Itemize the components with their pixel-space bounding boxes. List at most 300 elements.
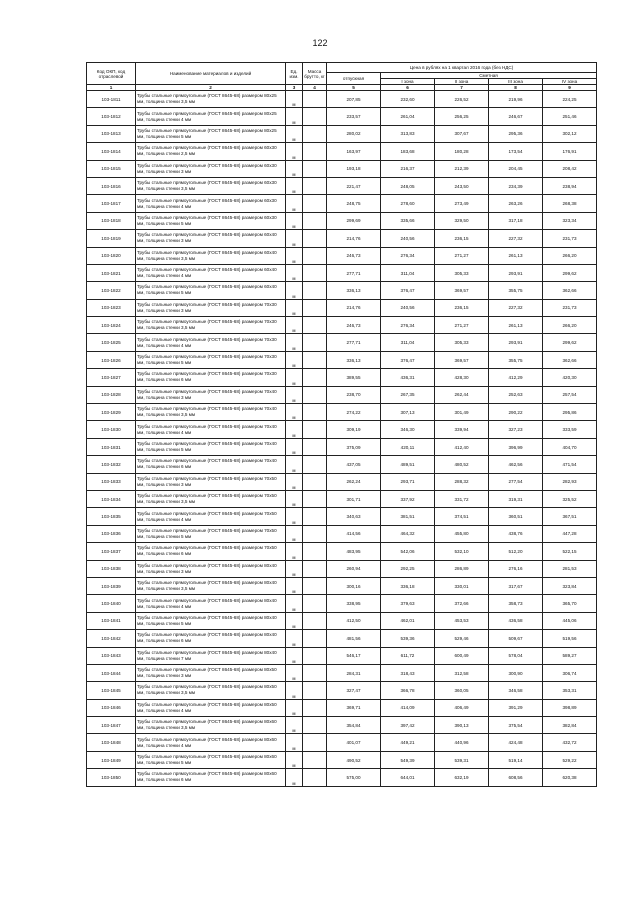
cell-price-zone3: 462,56 <box>489 456 543 473</box>
cell-price-zone2: 312,58 <box>435 664 489 681</box>
cell-name: Трубы стальные прямоугольные (ГОСТ 8645-68) размером 80х25 мм, толщина стенки 4 мм <box>136 108 286 125</box>
cell-price-zone4: 529,22 <box>543 751 597 768</box>
cell-name: Трубы стальные прямоугольные (ГОСТ 8645-68) размером 80х25 мм, толщина стенки 5 мм <box>136 125 286 142</box>
cell-unit: м <box>286 682 303 699</box>
cell-price-zone4: 447,28 <box>543 525 597 542</box>
cell-price-zone1: 261,04 <box>381 108 435 125</box>
cell-price-zone2: 372,66 <box>435 595 489 612</box>
cell-price-zone3: 290,22 <box>489 404 543 421</box>
cell-price-zone4: 620,38 <box>543 769 597 786</box>
cell-unit: м <box>286 630 303 647</box>
cell-unit: м <box>286 734 303 751</box>
table-row <box>87 560 597 577</box>
cell-code: 103-1821 <box>87 264 136 281</box>
cell-unit: м <box>286 195 303 212</box>
cell-price-zone3: 358,73 <box>489 595 543 612</box>
cell-price-zone2: 212,39 <box>435 160 489 177</box>
table-row <box>87 264 597 281</box>
cell-price-zone3: 263,26 <box>489 195 543 212</box>
cell-price-release: 277,71 <box>327 334 381 351</box>
table-row <box>87 595 597 612</box>
cell-price-zone4: 398,89 <box>543 699 597 716</box>
table-row <box>87 456 597 473</box>
cell-price-zone2: 360,05 <box>435 682 489 699</box>
cell-price-zone3: 346,58 <box>489 682 543 699</box>
column-number: 2 <box>136 85 286 91</box>
cell-price-zone1: 311,04 <box>381 334 435 351</box>
cell-name: Трубы стальные прямоугольные (ГОСТ 8645-68) размером 70х30 мм, толщина стенки 3,5 мм <box>136 317 286 334</box>
cell-price-zone2: 271,27 <box>435 317 489 334</box>
table-row <box>87 369 597 386</box>
cell-price-release: 233,57 <box>327 108 381 125</box>
cell-price-zone1: 542,06 <box>381 543 435 560</box>
cell-unit: м <box>286 473 303 490</box>
cell-name: Трубы стальные прямоугольные (ГОСТ 8645-68) размером 60х30 мм, толщина стенки 4 мм <box>136 195 286 212</box>
cell-price-zone4: 333,59 <box>543 421 597 438</box>
cell-price-zone1: 489,51 <box>381 456 435 473</box>
cell-price-release: 262,24 <box>327 473 381 490</box>
cell-price-zone1: 318,43 <box>381 664 435 681</box>
cell-price-zone2: 262,44 <box>435 386 489 403</box>
table-row <box>87 717 597 734</box>
cell-code: 103-1829 <box>87 404 136 421</box>
cell-price-zone2: 339,94 <box>435 421 489 438</box>
table-row <box>87 247 597 264</box>
cell-code: 103-1842 <box>87 630 136 647</box>
table-row <box>87 351 597 368</box>
cell-mass <box>303 525 327 542</box>
cell-code: 103-1835 <box>87 508 136 525</box>
cell-name: Трубы стальные прямоугольные (ГОСТ 8645-68) размером 70х50 мм, толщина стенки 5 мм <box>136 525 286 542</box>
cell-unit: м <box>286 717 303 734</box>
cell-price-zone3: 261,13 <box>489 247 543 264</box>
cell-price-zone1: 376,47 <box>381 282 435 299</box>
cell-mass <box>303 264 327 281</box>
table-row <box>87 699 597 716</box>
table-row <box>87 769 597 786</box>
cell-unit: м <box>286 421 303 438</box>
cell-mass <box>303 386 327 403</box>
column-number: 3 <box>286 85 303 91</box>
cell-price-release: 214,76 <box>327 230 381 247</box>
cell-price-zone4: 306,74 <box>543 664 597 681</box>
header-unit: Ед. изм. <box>286 63 303 85</box>
cell-price-zone4: 295,86 <box>543 404 597 421</box>
cell-name: Трубы стальные прямоугольные (ГОСТ 8645-68) размером 80х40 мм, толщина стенки 4 мм <box>136 595 286 612</box>
cell-unit: м <box>286 143 303 160</box>
cell-price-zone3: 355,75 <box>489 351 543 368</box>
cell-mass <box>303 734 327 751</box>
cell-unit: м <box>286 751 303 768</box>
cell-mass <box>303 177 327 194</box>
column-number: 8 <box>489 85 543 91</box>
cell-price-zone1: 337,92 <box>381 490 435 507</box>
cell-name: Трубы стальные прямоугольные (ГОСТ 8645-68) размером 80х60 мм, толщина стенки 6 мм <box>136 769 286 786</box>
cell-price-zone2: 305,33 <box>435 264 489 281</box>
cell-unit: м <box>286 264 303 281</box>
cell-unit: м <box>286 595 303 612</box>
cell-unit: м <box>286 212 303 229</box>
cell-price-zone1: 381,51 <box>381 508 435 525</box>
cell-name: Трубы стальные прямоугольные (ГОСТ 8645-68) размером 70х40 мм, толщина стенки 4 мм <box>136 421 286 438</box>
cell-price-release: 336,13 <box>327 351 381 368</box>
cell-name: Трубы стальные прямоугольные (ГОСТ 8645-68) размером 70х30 мм, толщина стенки 4 мм <box>136 334 286 351</box>
cell-code: 103-1815 <box>87 160 136 177</box>
cell-price-zone3: 355,75 <box>489 282 543 299</box>
cell-price-release: 221,47 <box>327 177 381 194</box>
cell-code: 103-1840 <box>87 595 136 612</box>
cell-code: 103-1819 <box>87 230 136 247</box>
cell-price-zone1: 307,13 <box>381 404 435 421</box>
cell-price-release: 575,00 <box>327 769 381 786</box>
cell-price-release: 546,17 <box>327 647 381 664</box>
table-row <box>87 612 597 629</box>
cell-name: Трубы стальные прямоугольные (ГОСТ 8645-68) размером 60х40 мм, толщина стенки 4 мм <box>136 264 286 281</box>
header-price-group: Цена в рублях на 1 квартал 2016 года (без НДС) <box>327 63 597 73</box>
cell-code: 103-1822 <box>87 282 136 299</box>
cell-unit: м <box>286 125 303 142</box>
cell-name: Трубы стальные прямоугольные (ГОСТ 8645-68) размером 80х40 мм, толщина стенки 6 мм <box>136 630 286 647</box>
table-row <box>87 473 597 490</box>
cell-name: Трубы стальные прямоугольные (ГОСТ 8645-68) размером 70х30 мм, толщина стенки 3 мм <box>136 299 286 316</box>
cell-price-zone1: 464,32 <box>381 525 435 542</box>
cell-price-zone1: 376,47 <box>381 351 435 368</box>
table-row <box>87 508 597 525</box>
cell-price-zone2: 428,30 <box>435 369 489 386</box>
cell-code: 103-1846 <box>87 699 136 716</box>
header-zone2: II зона <box>435 79 489 85</box>
cell-name: Трубы стальные прямоугольные (ГОСТ 8645-68) размером 60х30 мм, толщина стенки 5 мм <box>136 212 286 229</box>
cell-price-release: 490,52 <box>327 751 381 768</box>
table-row <box>87 490 597 507</box>
cell-mass <box>303 195 327 212</box>
cell-price-zone4: 471,54 <box>543 456 597 473</box>
cell-price-zone3: 391,29 <box>489 699 543 716</box>
cell-mass <box>303 299 327 316</box>
cell-price-zone3: 295,36 <box>489 125 543 142</box>
cell-name: Трубы стальные прямоугольные (ГОСТ 8645-68) размером 70х50 мм, толщина стенки 3 мм <box>136 473 286 490</box>
cell-mass <box>303 664 327 681</box>
cell-name: Трубы стальные прямоугольные (ГОСТ 8645-68) размером 70х40 мм, толщина стенки 6 мм <box>136 456 286 473</box>
cell-price-zone3: 204,45 <box>489 160 543 177</box>
cell-price-zone4: 238,94 <box>543 177 597 194</box>
cell-price-zone4: 382,84 <box>543 717 597 734</box>
cell-price-zone1: 232,60 <box>381 91 435 108</box>
cell-mass <box>303 247 327 264</box>
cell-price-zone2: 529,46 <box>435 630 489 647</box>
header-release: отпускная <box>327 73 381 85</box>
cell-price-zone3: 293,91 <box>489 334 543 351</box>
cell-price-zone1: 336,18 <box>381 577 435 594</box>
cell-price-zone3: 396,99 <box>489 438 543 455</box>
cell-price-zone1: 644,01 <box>381 769 435 786</box>
cell-price-zone4: 362,66 <box>543 351 597 368</box>
table-row <box>87 682 597 699</box>
table-row <box>87 404 597 421</box>
cell-price-zone4: 266,20 <box>543 247 597 264</box>
cell-price-zone1: 414,09 <box>381 699 435 716</box>
cell-mass <box>303 334 327 351</box>
table-row <box>87 282 597 299</box>
cell-unit: м <box>286 525 303 542</box>
cell-price-zone4: 365,70 <box>543 595 597 612</box>
column-number: 6 <box>381 85 435 91</box>
cell-unit: м <box>286 490 303 507</box>
cell-code: 103-1826 <box>87 351 136 368</box>
cell-mass <box>303 647 327 664</box>
cell-price-zone2: 307,67 <box>435 125 489 142</box>
cell-mass <box>303 351 327 368</box>
cell-price-zone2: 288,32 <box>435 473 489 490</box>
cell-name: Трубы стальные прямоугольные (ГОСТ 8645-68) размером 70х40 мм, толщина стенки 5 мм <box>136 438 286 455</box>
cell-mass <box>303 560 327 577</box>
cell-mass <box>303 317 327 334</box>
cell-price-zone4: 231,73 <box>543 230 597 247</box>
column-number: 7 <box>435 85 489 91</box>
cell-price-zone3: 276,16 <box>489 560 543 577</box>
cell-code: 103-1825 <box>87 334 136 351</box>
cell-mass <box>303 473 327 490</box>
header-code: Код ОКП, код отраслевой <box>87 63 136 85</box>
cell-price-zone2: 256,25 <box>435 108 489 125</box>
cell-price-zone1: 436,31 <box>381 369 435 386</box>
cell-price-zone2: 369,57 <box>435 351 489 368</box>
table-row <box>87 630 597 647</box>
cell-price-zone1: 397,42 <box>381 717 435 734</box>
cell-price-zone1: 549,39 <box>381 751 435 768</box>
cell-price-zone2: 286,89 <box>435 560 489 577</box>
cell-mass <box>303 91 327 108</box>
table-row <box>87 299 597 316</box>
cell-price-release: 401,07 <box>327 734 381 751</box>
cell-code: 103-1820 <box>87 247 136 264</box>
column-number: 9 <box>543 85 597 91</box>
cell-price-zone4: 281,53 <box>543 560 597 577</box>
cell-code: 103-1812 <box>87 108 136 125</box>
cell-price-zone2: 412,40 <box>435 438 489 455</box>
cell-price-zone1: 276,34 <box>381 317 435 334</box>
cell-mass <box>303 612 327 629</box>
cell-name: Трубы стальные прямоугольные (ГОСТ 8645-68) размером 60х30 мм, толщина стенки 2,5 мм <box>136 143 286 160</box>
cell-price-zone1: 276,34 <box>381 247 435 264</box>
cell-price-zone2: 600,49 <box>435 647 489 664</box>
cell-code: 103-1824 <box>87 317 136 334</box>
cell-name: Трубы стальные прямоугольные (ГОСТ 8645-68) размером 70х40 мм, толщина стенки 3,5 мм <box>136 404 286 421</box>
cell-price-release: 260,94 <box>327 560 381 577</box>
cell-price-zone1: 240,56 <box>381 230 435 247</box>
cell-price-zone3: 519,14 <box>489 751 543 768</box>
cell-mass <box>303 630 327 647</box>
table-row <box>87 438 597 455</box>
cell-mass <box>303 456 327 473</box>
cell-price-zone4: 268,38 <box>543 195 597 212</box>
cell-price-release: 300,16 <box>327 577 381 594</box>
cell-price-zone2: 271,27 <box>435 247 489 264</box>
cell-mass <box>303 543 327 560</box>
table-row <box>87 160 597 177</box>
cell-price-zone3: 173,54 <box>489 143 543 160</box>
header-mass: Масса брутто, кг <box>303 63 327 85</box>
cell-price-release: 309,19 <box>327 421 381 438</box>
cell-code: 103-1834 <box>87 490 136 507</box>
cell-price-zone2: 440,96 <box>435 734 489 751</box>
cell-price-zone3: 227,32 <box>489 230 543 247</box>
table-row <box>87 543 597 560</box>
cell-name: Трубы стальные прямоугольные (ГОСТ 8645-68) размером 60х40 мм, толщина стенки 3 мм <box>136 230 286 247</box>
cell-price-zone3: 261,13 <box>489 317 543 334</box>
cell-price-zone4: 266,20 <box>543 317 597 334</box>
cell-code: 103-1832 <box>87 456 136 473</box>
cell-price-zone2: 406,49 <box>435 699 489 716</box>
cell-price-release: 336,13 <box>327 282 381 299</box>
cell-price-release: 375,09 <box>327 438 381 455</box>
page-number: 122 <box>312 38 328 48</box>
header-estimated: Сметная <box>381 73 597 79</box>
cell-price-zone3: 436,58 <box>489 612 543 629</box>
cell-price-zone1: 292,25 <box>381 560 435 577</box>
cell-unit: м <box>286 543 303 560</box>
cell-name: Трубы стальные прямоугольные (ГОСТ 8645-68) размером 70х50 мм, толщина стенки 4 мм <box>136 508 286 525</box>
cell-price-release: 437,05 <box>327 456 381 473</box>
cell-price-zone2: 480,52 <box>435 456 489 473</box>
cell-unit: м <box>286 317 303 334</box>
cell-code: 103-1814 <box>87 143 136 160</box>
cell-unit: м <box>286 282 303 299</box>
table-row <box>87 734 597 751</box>
table-row <box>87 212 597 229</box>
cell-name: Трубы стальные прямоугольные (ГОСТ 8645-68) размером 70х40 мм, толщина стенки 3 мм <box>136 386 286 403</box>
cell-name: Трубы стальные прямоугольные (ГОСТ 8645-68) размером 80х50 мм, толщина стенки 3 мм <box>136 664 286 681</box>
cell-price-release: 414,56 <box>327 525 381 542</box>
cell-unit: м <box>286 91 303 108</box>
cell-price-release: 238,70 <box>327 386 381 403</box>
table-row <box>87 177 597 194</box>
cell-name: Трубы стальные прямоугольные (ГОСТ 8645-68) размером 80х60 мм, толщина стенки 4 мм <box>136 734 286 751</box>
cell-code: 103-1830 <box>87 421 136 438</box>
table-row <box>87 125 597 142</box>
cell-code: 103-1833 <box>87 473 136 490</box>
table-row <box>87 108 597 125</box>
column-number: 5 <box>327 85 381 91</box>
cell-unit: м <box>286 299 303 316</box>
cell-mass <box>303 717 327 734</box>
cell-price-zone1: 267,35 <box>381 386 435 403</box>
header-zone1: I зона <box>381 79 435 85</box>
table-row <box>87 143 597 160</box>
table-row <box>87 577 597 594</box>
cell-price-release: 301,71 <box>327 490 381 507</box>
cell-code: 103-1843 <box>87 647 136 664</box>
cell-price-release: 274,22 <box>327 404 381 421</box>
cell-price-zone4: 367,51 <box>543 508 597 525</box>
cell-price-zone3: 375,54 <box>489 717 543 734</box>
cell-mass <box>303 577 327 594</box>
cell-price-zone2: 243,50 <box>435 177 489 194</box>
table-row <box>87 386 597 403</box>
cell-code: 103-1817 <box>87 195 136 212</box>
cell-unit: м <box>286 769 303 786</box>
cell-price-zone2: 369,57 <box>435 282 489 299</box>
header-zone3: III зона <box>489 79 543 85</box>
cell-price-zone1: 248,05 <box>381 177 435 194</box>
cell-code: 103-1823 <box>87 299 136 316</box>
cell-code: 103-1831 <box>87 438 136 455</box>
cell-mass <box>303 438 327 455</box>
cell-price-zone4: 302,12 <box>543 125 597 142</box>
cell-name: Трубы стальные прямоугольные (ГОСТ 8645-68) размером 80х25 мм, толщина стенки 3,5 мм <box>136 91 286 108</box>
price-table <box>86 62 597 787</box>
cell-price-zone3: 317,18 <box>489 212 543 229</box>
cell-unit: м <box>286 160 303 177</box>
cell-price-zone1: 420,11 <box>381 438 435 455</box>
cell-name: Трубы стальные прямоугольные (ГОСТ 8645-68) размером 80х60 мм, толщина стенки 5 мм <box>136 751 286 768</box>
cell-price-release: 338,95 <box>327 595 381 612</box>
cell-price-zone3: 234,39 <box>489 177 543 194</box>
cell-code: 103-1828 <box>87 386 136 403</box>
cell-mass <box>303 108 327 125</box>
column-number: 1 <box>87 85 136 91</box>
cell-price-release: 207,85 <box>327 91 381 108</box>
cell-mass <box>303 404 327 421</box>
cell-price-zone3: 252,63 <box>489 386 543 403</box>
cell-price-zone4: 299,62 <box>543 334 597 351</box>
cell-price-zone1: 366,78 <box>381 682 435 699</box>
cell-mass <box>303 212 327 229</box>
cell-price-zone2: 236,15 <box>435 230 489 247</box>
cell-price-release: 280,02 <box>327 125 381 142</box>
cell-unit: м <box>286 247 303 264</box>
cell-code: 103-1847 <box>87 717 136 734</box>
cell-name: Трубы стальные прямоугольные (ГОСТ 8645-68) размером 60х40 мм, толщина стенки 3,5 мм <box>136 247 286 264</box>
cell-price-zone2: 453,53 <box>435 612 489 629</box>
cell-price-zone3: 327,23 <box>489 421 543 438</box>
cell-name: Трубы стальные прямоугольные (ГОСТ 8645-68) размером 60х40 мм, толщина стенки 5 мм <box>136 282 286 299</box>
cell-price-zone3: 412,29 <box>489 369 543 386</box>
cell-name: Трубы стальные прямоугольные (ГОСТ 8645-68) размером 80х40 мм, толщина стенки 5 мм <box>136 612 286 629</box>
cell-price-zone2: 532,10 <box>435 543 489 560</box>
cell-price-release: 369,71 <box>327 699 381 716</box>
cell-name: Трубы стальные прямоугольные (ГОСТ 8645-68) размером 80х50 мм, толщина стенки 4 мм <box>136 699 286 716</box>
cell-unit: м <box>286 699 303 716</box>
cell-price-zone1: 313,83 <box>381 125 435 142</box>
cell-price-zone2: 305,33 <box>435 334 489 351</box>
cell-price-zone1: 462,01 <box>381 612 435 629</box>
cell-name: Трубы стальные прямоугольные (ГОСТ 8645-68) размером 70х30 мм, толщина стенки 6 мм <box>136 369 286 386</box>
table-row <box>87 334 597 351</box>
cell-code: 103-1813 <box>87 125 136 142</box>
cell-price-zone3: 319,31 <box>489 490 543 507</box>
cell-mass <box>303 769 327 786</box>
cell-price-zone4: 362,66 <box>543 282 597 299</box>
cell-mass <box>303 490 327 507</box>
cell-price-zone3: 246,67 <box>489 108 543 125</box>
cell-price-zone4: 231,73 <box>543 299 597 316</box>
cell-price-zone3: 360,51 <box>489 508 543 525</box>
cell-name: Трубы стальные прямоугольные (ГОСТ 8645-68) размером 80х40 мм, толщина стенки 3 мм <box>136 560 286 577</box>
cell-unit: м <box>286 456 303 473</box>
cell-mass <box>303 143 327 160</box>
cell-code: 103-1827 <box>87 369 136 386</box>
cell-unit: м <box>286 230 303 247</box>
cell-code: 103-1849 <box>87 751 136 768</box>
cell-price-release: 246,73 <box>327 317 381 334</box>
table-row <box>87 317 597 334</box>
cell-price-zone4: 299,62 <box>543 264 597 281</box>
cell-price-zone2: 374,51 <box>435 508 489 525</box>
cell-unit: м <box>286 438 303 455</box>
cell-price-release: 248,75 <box>327 195 381 212</box>
cell-price-zone4: 519,56 <box>543 630 597 647</box>
